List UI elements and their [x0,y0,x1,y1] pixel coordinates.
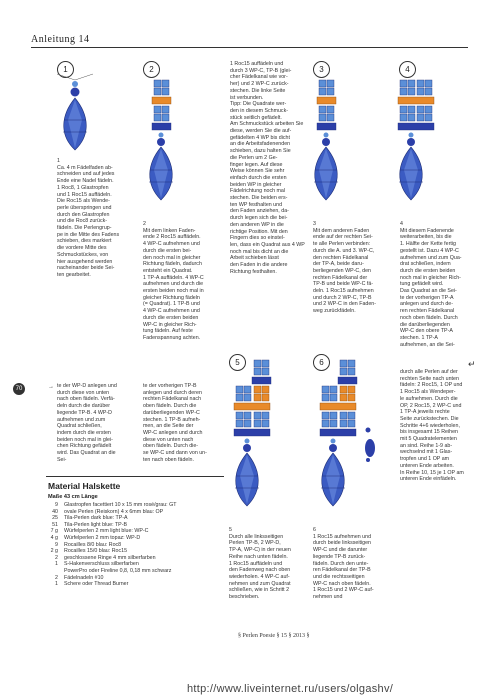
materials-subtitle: Maße 43 cm Länge [48,494,98,500]
step-5-text: 5 Durch alle linksseitigen Perlen TP-B, 2 WP-D, TP-A, WP-C) in der neuen Reihe nach unten fädeln. 1 Roc15 auffädeln und den Fadenweg nach oben wiederholen. 4 WP-C auf- nehmen und zum Quadrat schließen, wie in Schritt 2 beschrieben. [229,527,291,601]
step-3-text: 3 Mit dem anderen Faden ende auf der rechten Sei- te alle Perlen verbinden: durch die A. und 3. WP-C, den rechten Fädelkanal der TP-A, beide daru- berliegenden WP-C, den rechten Fädelkanal der TP-B und beide WP-C fä- deln. 1 Roc15 aufnehmen und durch 2 WP-C, TP-B und 2 WP-C in den Faden- weg zurückfädeln. [313,221,377,315]
materials-item: 2 Fädelnadeln #10 [55,574,104,581]
illustration-step-3 [305,80,355,220]
footer-text: § Perlen Poesie § 15 § 2013 § [238,633,310,639]
step-2-text: 2 Mit dem linken Faden- ende 2 Roc15 auffädeln. 4 WP-C aufnehmen und durch die ersten bei- den noch mal in gleicher Richtung fädeln, dadurch entsteht ein Quadrat. 1 TP-A auffädeln. 4 WP-C aufnehmen und durch die ersten beiden noch mal in gleicher Richtung fädeln (= Quadrat). 1 TP-B und 4 WP-C aufnehmen und durch die ersten beiden WP-C in gleicher Rich- tung fädeln. Auf feste Fadenspannung achten. [143,221,204,341]
step-number-1: 1 [57,61,74,78]
materials-item: 7 g Würfelperlen 2 mm light blue: WP-C [50,528,149,535]
materials-item: 2 geschlossene Ringe 4 mm silberfarben [55,554,156,561]
illustration-step-6 [312,360,387,525]
illustration-step-4 [390,80,450,220]
step-4-continued-text: te der WP-D anlegen und durch diese von unten nach oben fädeln. Verfä- deln durch die darüber liegende TP-B. 4 WP-D aufnehmen und zum Quadrat schließen, indem durch die ersten beiden noch mal in glei- chen Richtung gefädelt wird. Das Quadrat an die Sei- [57,383,117,463]
materials-item: 40 ovale Perlen (Reiskorn) 4 x 6mm blau: OP [52,508,164,515]
continue-arrow-icon: ↵ [468,359,476,369]
materials-item: 1 S-Hakenverschluss silberfarben PowerPro oder Fireline 0,8, 0,18 mm schwarz [55,561,172,574]
step-2-continued-text: 1 Roc15 auffädeln und durch 3 WP-C, TP-B (glei- cher Fädelkanal wie vor- her) und 2 WP-C zurück- stechen. Die linke Seite ist verbunden. Tipp: Die Quadrate wer- den in diesem Schmuck- stück seitlich gefädelt. Am Schmuckstück arbeiten Sie diese, werden Sie die auf- gefädelten 4 WP bis dicht an die Arbeitsfadenenden schieben, dazu halten Sie die Perlen um 2 Ge- finger legen. Auf diese Weise können Sie sehr einfach durch die ersten beiden WP in gleicher Fädelrichtung noch mal stechen. Die beiden ers- ten WP festhalten und den Faden anziehen, da- durch legen sich die bei- den anderen WP in die richtige Position. Mit den Fingern dies so einstel- len, dass ein Quadrat aus 4 WP noch mal bis dicht an die Arbeit schieben lässt den Faden in die andere Richtung festhalten. [230,61,305,275]
illustration-step-2 [140,80,185,220]
materials-list [44,502,224,588]
materials-item: 51 Tila-Perlen light blue: TP-B [52,521,128,528]
materials-title: Material Halskette [48,481,121,491]
materials-rule [46,476,224,477]
step-6-continued-text: durch alle Perlen auf der rechten Seite nach unten fädeln: 2 Roc15, 1 OP und 1 Roc15 als Wendeper- le aufnehmen. Durch die OP, 2 Roc15, 2 WP-C und 1 TP-A jeweils rechte Seite zurückstechen. Die Schritte 4+6 wiederholen, bis insgesamt 15 Reihen mit 5 Quadratelementen an sind. Reihe 1-9 ab- wechselnd mit 1 Glas- tropfen und 1 OP am unteren Ende arbeiten. In Reihe 10, 15 je 1 OP am unteren Ende einfädeln. [400,369,464,483]
materials-item: 1 Schere oder Thread Burner [55,581,129,588]
page-number: 70 [13,383,25,395]
step-number-5: 5 [229,354,246,371]
step-number-4: 4 [399,61,416,78]
page-title: Anleitung 14 [31,34,90,45]
step-number-6: 6 [313,354,330,371]
step-1-text: 1 Ca. 4 m Fädelfaden ab- schneiden und auf jedes Ende eine Nadel fädeln. 1 Roc8, 1 Glastropfen und 1 Roc15 auffädeln. Die Roc15 als Wende- perle überspringen und durch den Glastropfen und die Roc8 zurück- fädeln. Die Perlengrup- pe in die Mitte des Fadens schieben, dies markiert die vordere Mitte des Schmuckstückes, von hier ausgehend werden nacheinander beide Sei- ten gearbeitet. [57,158,120,278]
step-4-text: 4 Mit diesem Fadenende weiterarbeiten, bis die 1. Hälfte der Kette fertig gestellt ist. Dazu 4 WP-C aufnehmen und zum Qua- drat schließen, indem durch die ersten beiden noch mal in gleicher Rich- tung gefädelt wird. Das Quadrat an die Sei- te der vorherigen TP-A anlegen und durch de- ren rechten Fädelkanal noch oben fädeln. Durch die darüberliegenden WP-C den obere TP-A stechen. 1 TP-A aufnehmen, an die Sei- [400,221,462,348]
illustration-step-5 [226,360,286,525]
materials-item: 4 g Würfelperlen 2 mm topaz: WP-D [50,534,141,541]
materials-item: 25 Tila-Perlen dark blue: TP-A [52,515,128,522]
materials-item: 9 Rocailles 8/0 blau: Roc8 [55,541,122,548]
header-rule [31,47,468,48]
materials-item: 2 g Rocailles 15/0 blau: Roc15 [50,548,128,555]
step-4-continued-text-2: te der vorherigen TP-B anlegen und durch deren rechten Fädelkanal nach oben fädeln. Durch die darüberliegenden WP-C stechen. 1 TP-B aufneh- men, an die Seite der WP-C anlegen und durch diese von unten nach oben fädeln. Durch die- se WP-C und dann von un- ten nach oben fädeln. [143,383,207,463]
roc15-bead [72,81,78,87]
cube-column [152,80,171,130]
illustration-step-1 [55,80,95,160]
oval-bead [365,439,375,457]
materials-item: 9 Glastropfen facettiert 10 x 15 mm rosé/grau: GT [55,502,177,508]
watermark-url[interactable]: http://www.liveinternet.ru/users/olgashv/ [187,683,394,695]
roc8-bead [71,88,80,97]
step-number-2: 2 [143,61,160,78]
step-6-text: 6 1 Roc15 aufnehmen und durch beide linksseitigen WP-C und die darunter liegende TP-B zurück- fädeln. Durch den unte- ren Fädelkanal der TP-B und die rechtsseitigen WP-C nach oben fädeln. 1 Roc15 und 2 WP-C auf- nehmen und [313,527,374,601]
step-number-3: 3 [313,61,330,78]
arrow-icon: → [48,384,54,390]
